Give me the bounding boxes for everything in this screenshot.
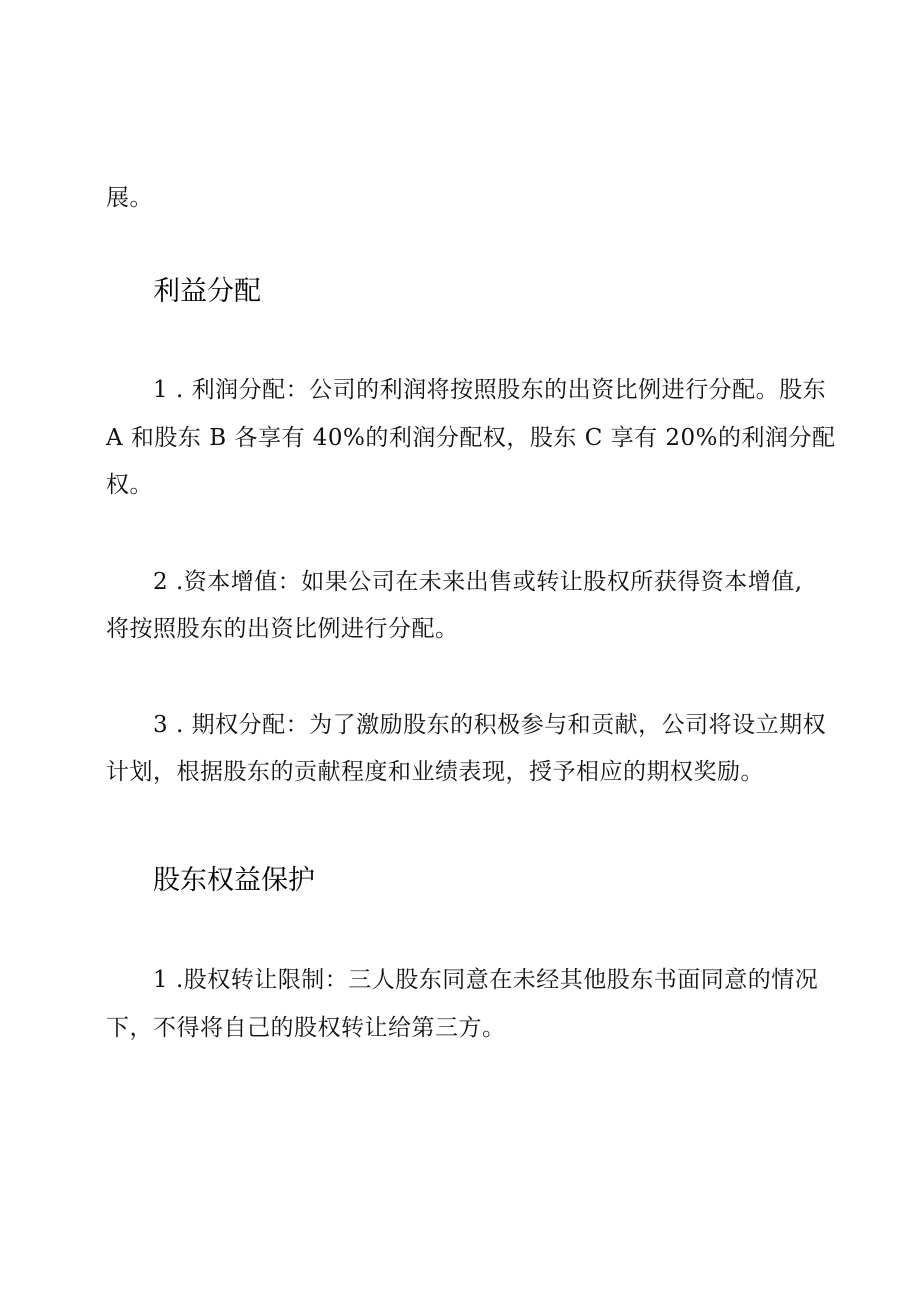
paragraph-line: 计划，根据股东的贡献程度和业绩表现，授予相应的期权奖励。 [106, 759, 764, 785]
section-heading-profit-distribution: 利益分配 [153, 276, 261, 307]
paragraph-line: 将按照股东的出资比例进行分配。 [106, 616, 459, 642]
paragraph-line: 1 . 利润分配：公司的利润将按照股东的出资比例进行分配。股东 [153, 377, 827, 403]
paragraph-line: 2 .资本增值：如果公司在未来出售或转让股权所获得资本增值, [153, 569, 803, 595]
paragraph-line: 1 .股权转让限制：三人股东同意在未经其他股东书面同意的情况 [153, 967, 819, 993]
paragraph-line: A 和股东 B 各享有 40%的利润分配权，股东 C 享有 20%的利润分配 [106, 425, 836, 451]
paragraph-line: 权。 [106, 472, 153, 498]
paragraph-line: 3 . 期权分配：为了激励股东的积极参与和贡献，公司将设立期权 [153, 712, 827, 738]
section-heading-shareholder-protection: 股东权益保护 [153, 865, 315, 896]
paragraph-line: 下，不得将自己的股权转让给第三方。 [106, 1015, 506, 1041]
paragraph-continuation: 展。 [106, 185, 153, 211]
